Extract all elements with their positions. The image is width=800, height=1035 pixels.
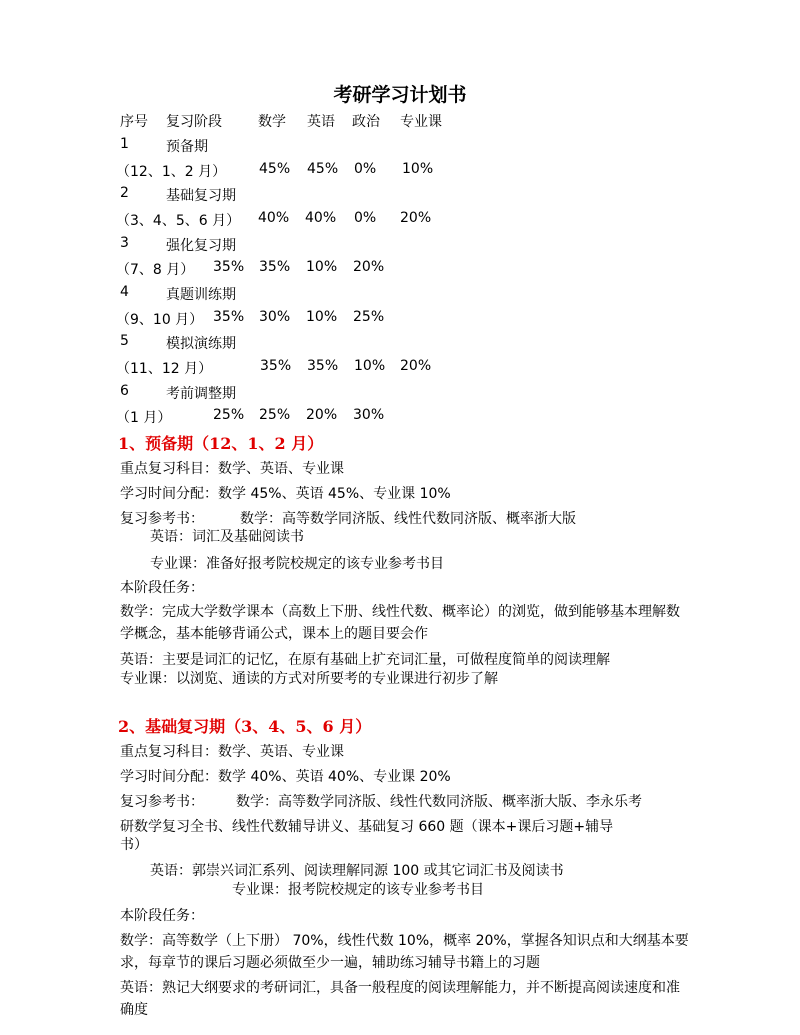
row-politics: 10% (354, 358, 386, 374)
row-stage: 强化复习期 (166, 238, 236, 254)
key-subjects: 重点复习科目：数学、英语、专业课 (120, 744, 344, 760)
row-months: （3、4、5、6 月） (116, 213, 241, 229)
row-math: 35% (213, 259, 245, 275)
row-months: （12、1、2 月） (116, 164, 227, 180)
row-num: 5 (120, 333, 129, 349)
row-math: 35% (260, 358, 292, 374)
header-english: 英语 (307, 114, 335, 130)
row-months: （1 月） (116, 410, 172, 426)
header-politics: 政治 (352, 114, 380, 130)
header-num: 序号 (120, 114, 148, 130)
row-major: 20% (400, 210, 432, 226)
ref-books-label: 复习参考书： (120, 794, 204, 810)
task-english: 英语：主要是词汇的记忆，在原有基础上扩充词汇量，可做程度简单的阅读理解 (120, 652, 610, 668)
section-heading: 2、基础复习期（3、4、5、6 月） (118, 717, 372, 736)
time-allocation: 学习时间分配：数学 45%、英语 45%、专业课 10% (120, 486, 451, 502)
row-stage: 考前调整期 (166, 386, 236, 402)
row-num: 2 (120, 185, 129, 201)
row-politics: 0% (354, 210, 377, 226)
row-english: 45% (307, 161, 339, 177)
row-stage: 模拟演练期 (166, 336, 236, 352)
row-math: 35% (213, 309, 245, 325)
time-allocation: 学习时间分配：数学 40%、英语 40%、专业课 20% (120, 769, 451, 785)
ref-books-major: 专业课：报考院校规定的该专业参考书目 (232, 882, 484, 898)
row-stage: 基础复习期 (166, 188, 236, 204)
ref-books-math: 数学：高等数学同济版、线性代数同济版、概率浙大版 (240, 511, 576, 527)
ref-books-math-cont: 研数学复习全书、线性代数辅导讲义、基础复习 660 题（课本+课后习题+辅导 (120, 819, 614, 835)
ref-books-english: 英语：词汇及基础阅读书 (150, 529, 304, 545)
task-label: 本阶段任务： (120, 908, 204, 924)
row-politics: 20% (306, 407, 338, 423)
task-major: 专业课：以浏览、通读的方式对所要考的专业课进行初步了解 (120, 671, 498, 687)
header-math: 数学 (258, 114, 286, 130)
row-major: 20% (400, 358, 432, 374)
row-num: 1 (120, 136, 129, 152)
row-major: 30% (353, 407, 385, 423)
row-politics: 10% (306, 309, 338, 325)
task-english: 英语：熟记大纲要求的考研词汇，具备一般程度的阅读理解能力，并不断提高阅读速度和准确度 (120, 980, 680, 1018)
row-politics: 10% (306, 259, 338, 275)
row-stage: 预备期 (166, 139, 208, 155)
row-months: （11、12 月） (116, 361, 213, 377)
task-math: 数学：高等数学（上下册） 70%，线性代数 10%，概率 20%，掌握各知识点和大纲基本要求，每章节的课后习题必须做至少一遍，辅助练习辅导书籍上的习题 (120, 933, 689, 971)
header-stage: 复习阶段 (166, 114, 222, 130)
row-politics: 0% (354, 161, 377, 177)
row-stage: 真题训练期 (166, 287, 236, 303)
row-math: 25% (213, 407, 245, 423)
page-title: 考研学习计划书 (333, 84, 467, 106)
row-math: 40% (258, 210, 290, 226)
row-english: 40% (305, 210, 337, 226)
row-num: 6 (120, 383, 129, 399)
task-label: 本阶段任务： (120, 580, 204, 596)
ref-books-math: 数学：高等数学同济版、线性代数同济版、概率浙大版、李永乐考 (236, 794, 642, 810)
ref-books-label: 复习参考书： (120, 511, 204, 527)
ref-books-math-end: 书） (120, 837, 148, 853)
row-english: 35% (259, 259, 291, 275)
row-major: 25% (353, 309, 385, 325)
task-math: 数学：完成大学数学课本（高数上下册、线性代数、概率论）的浏览，做到能够基本理解数学概念，基本能够背诵公式，课本上的题目要会作 (120, 604, 680, 642)
row-num: 3 (120, 235, 129, 251)
row-major: 20% (353, 259, 385, 275)
row-math: 45% (259, 161, 291, 177)
row-months: （9、10 月） (116, 312, 204, 328)
row-num: 4 (120, 284, 129, 300)
key-subjects: 重点复习科目：数学、英语、专业课 (120, 461, 344, 477)
row-english: 35% (307, 358, 339, 374)
row-english: 25% (259, 407, 291, 423)
ref-books-major: 专业课：准备好报考院校规定的该专业参考书目 (150, 556, 444, 572)
section-heading: 1、预备期（12、1、2 月） (118, 434, 324, 453)
row-months: （7、8 月） (116, 262, 195, 278)
header-major: 专业课 (400, 114, 442, 130)
ref-books-english: 英语：郭崇兴词汇系列、阅读理解同源 100 或其它词汇书及阅读书 (150, 863, 564, 879)
row-major: 10% (402, 161, 434, 177)
row-english: 30% (259, 309, 291, 325)
